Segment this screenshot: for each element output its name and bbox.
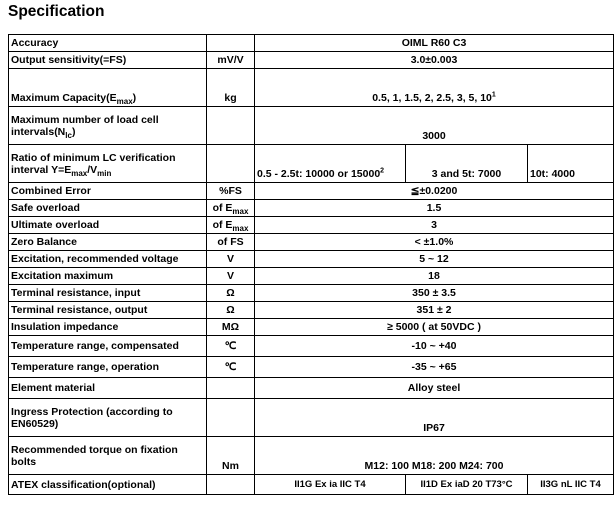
table-row [9,251,614,268]
row-unit: of $E_{max}$ [207,200,255,217]
row-value: 5 ~ 12 [255,251,614,268]
row-label: Insulation impedance [9,319,207,336]
row-value: 0.5, 1, 1.5, 2, 2.5, 3, 5, $10^1$ [255,69,614,107]
row-value-c: 10t: 4000 [528,145,614,183]
row-unit: mV/V [207,52,255,69]
table-row [9,336,614,357]
table-row [9,475,614,495]
row-label: Recommended torque on fixation bolts [9,437,207,475]
row-label: Maximum number of load cell $intervals(N_{lc})$ [9,107,207,145]
row-unit: ℃ [207,336,255,357]
row-unit: MΩ [207,319,255,336]
table-row [9,268,614,285]
table-row [9,52,614,69]
table-row [9,234,614,251]
row-value-c: II3G nL IIC T4 [528,475,614,495]
row-label: Excitation maximum [9,268,207,285]
table-row [9,217,614,234]
row-label: Terminal resistance, output [9,302,207,319]
row-unit [207,145,255,183]
row-label: Maximum $Capacity(E_{max})$ [9,69,207,107]
row-label: Temperature range, operation [9,357,207,378]
row-unit: kg [207,69,255,107]
row-unit: of FS [207,234,255,251]
table-row [9,437,614,475]
row-label: Terminal resistance, input [9,285,207,302]
table-row [9,319,614,336]
table-row [9,378,614,399]
row-unit [207,475,255,495]
row-value: 351 ± 2 [255,302,614,319]
page-title: Specification [8,3,105,20]
table-row [9,399,614,437]
table-row [9,145,614,183]
row-label: Safe overload [9,200,207,217]
row-unit: Ω [207,302,255,319]
row-value: 3 [255,217,614,234]
table-row [9,183,614,200]
row-value-b: 3 and 5t: 7000 [406,145,528,183]
row-value: Alloy steel [255,378,614,399]
table-row [9,107,614,145]
row-value-a: II1G Ex ia IIC T4 [255,475,406,495]
row-value: -35 ~ +65 [255,357,614,378]
row-unit: Nm [207,437,255,475]
row-label: Ultimate overload [9,217,207,234]
row-value: 350 ± 3.5 [255,285,614,302]
row-label: Ingress Protection (according to EN60529) [9,399,207,437]
table-row [9,285,614,302]
row-unit: Ω [207,285,255,302]
row-unit: of $E_{max}$ [207,217,255,234]
row-value: 3.0±0.003 [255,52,614,69]
table-row [9,200,614,217]
row-value: < ±1.0% [255,234,614,251]
row-value: -10 ~ +40 [255,336,614,357]
row-value-b: II1D Ex iaD 20 T73°C [406,475,528,495]
table-row [9,357,614,378]
row-unit [207,107,255,145]
row-label: Zero Balance [9,234,207,251]
row-value: ≦±0.0200 [255,183,614,200]
row-unit: ℃ [207,357,255,378]
row-unit [207,378,255,399]
row-label: Combined Error [9,183,207,200]
specification-table [8,34,614,495]
row-label: Ratio of minimum LC verification interval $Y=E_{max}/V_{min}$ [9,145,207,183]
row-label: Element material [9,378,207,399]
row-unit [207,399,255,437]
row-value: 3000 [255,107,614,145]
row-value: 18 [255,268,614,285]
row-label: Temperature range, compensated [9,336,207,357]
row-value: IP67 [255,399,614,437]
row-value: 1.5 [255,200,614,217]
row-label: Excitation, recommended voltage [9,251,207,268]
row-label: ATEX classification(optional) [9,475,207,495]
row-unit [207,35,255,52]
row-value: OIML R60 C3 [255,35,614,52]
table-row [9,302,614,319]
row-unit: %FS [207,183,255,200]
row-value-a: 0.5 - 2.5t: 10000 or 15000$^2$ [255,145,406,183]
row-label: Output sensitivity(=FS) [9,52,207,69]
row-value: M12: 100 M18: 200 M24: 700 [255,437,614,475]
row-unit: V [207,251,255,268]
table-row [9,35,614,52]
row-value: ≥ 5000 ( at 50VDC ) [255,319,614,336]
row-label: Accuracy [9,35,207,52]
row-unit: V [207,268,255,285]
table-row [9,69,614,107]
